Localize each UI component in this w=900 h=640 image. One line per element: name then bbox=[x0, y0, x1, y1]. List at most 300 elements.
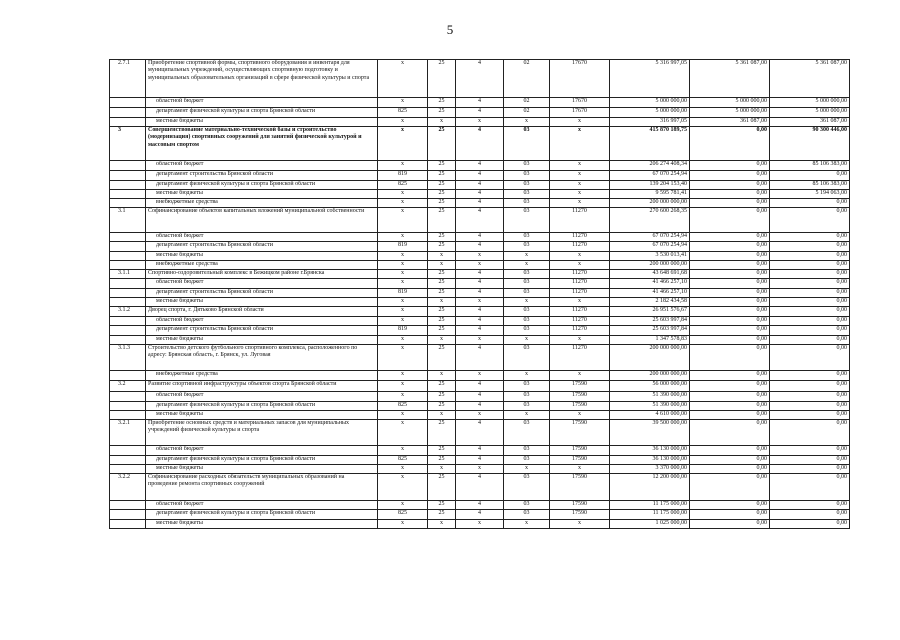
direction-code-cell: x bbox=[550, 252, 610, 261]
subprogram-code-cell: 4 bbox=[456, 402, 504, 411]
amount-year3-cell: 0,00 bbox=[770, 289, 850, 298]
subprogram-code-cell: 4 bbox=[456, 279, 504, 289]
event-code-cell: 03 bbox=[504, 289, 550, 298]
amount-year2-cell: 0,00 bbox=[690, 446, 770, 456]
program-code-cell: 25 bbox=[428, 233, 456, 242]
subprogram-code-cell: x bbox=[456, 336, 504, 345]
amount-year3-cell: 90 300 446,00 bbox=[770, 127, 850, 161]
amount-year1-cell: 12 200 000,00 bbox=[610, 474, 690, 501]
row-name-cell: департамент строительства Брянской области bbox=[146, 171, 378, 181]
table-row bbox=[110, 118, 850, 127]
program-code-cell: x bbox=[428, 465, 456, 474]
subprogram-code-cell: x bbox=[456, 118, 504, 127]
row-number-cell: 3.1.1 bbox=[110, 270, 146, 279]
event-code-cell: 03 bbox=[504, 270, 550, 279]
direction-code-cell: 11270 bbox=[550, 233, 610, 242]
program-code-cell: 25 bbox=[428, 279, 456, 289]
row-number-cell bbox=[110, 161, 146, 171]
row-name-cell: Приобретение спортивной формы, спортивного оборудования и инвентаря для муниципальных учреждений, осуществляющих спортивную подготовку и муниципальных образовательных организаций в сфере физической культуры и спорта bbox=[146, 60, 378, 98]
amount-year3-cell: 0,00 bbox=[770, 456, 850, 465]
row-name-cell: областной бюджет bbox=[146, 446, 378, 456]
direction-code-cell: 17590 bbox=[550, 402, 610, 411]
program-code-cell: 25 bbox=[428, 307, 456, 317]
program-code-cell: x bbox=[428, 118, 456, 127]
event-code-cell: 03 bbox=[504, 317, 550, 326]
row-name-cell: Софинансирование расходных обязательств муниципальных образований на проведение ремонта спортивных сооружений bbox=[146, 474, 378, 501]
amount-year1-cell: 415 870 189,75 bbox=[610, 127, 690, 161]
admin-code-cell: x bbox=[378, 307, 428, 317]
direction-code-cell: 17590 bbox=[550, 456, 610, 465]
amount-year1-cell: 39 500 000,00 bbox=[610, 420, 690, 446]
subprogram-code-cell: x bbox=[456, 252, 504, 261]
row-number-cell: 3 bbox=[110, 127, 146, 161]
row-name-cell: внебюджетные средства bbox=[146, 199, 378, 208]
table-row bbox=[110, 181, 850, 190]
row-number-cell: 3.2.2 bbox=[110, 474, 146, 501]
row-name-cell: областной бюджет bbox=[146, 161, 378, 171]
row-number-cell bbox=[110, 411, 146, 420]
row-number-cell bbox=[110, 446, 146, 456]
program-code-cell: x bbox=[428, 252, 456, 261]
amount-year2-cell: 0,00 bbox=[690, 510, 770, 520]
row-number-cell bbox=[110, 510, 146, 520]
direction-code-cell: 11270 bbox=[550, 307, 610, 317]
direction-code-cell: x bbox=[550, 199, 610, 208]
row-name-cell: областной бюджет bbox=[146, 392, 378, 402]
amount-year1-cell: 200 000 000,00 bbox=[610, 261, 690, 270]
event-code-cell: 03 bbox=[504, 381, 550, 392]
row-name-cell: местные бюджеты bbox=[146, 336, 378, 345]
program-code-cell: 25 bbox=[428, 456, 456, 465]
amount-year1-cell: 51 390 000,00 bbox=[610, 392, 690, 402]
amount-year1-cell: 139 204 153,40 bbox=[610, 181, 690, 190]
admin-code-cell: x bbox=[378, 501, 428, 510]
program-code-cell: 25 bbox=[428, 420, 456, 446]
amount-year2-cell: 0,00 bbox=[690, 371, 770, 381]
row-number-cell bbox=[110, 242, 146, 252]
amount-year3-cell: 0,00 bbox=[770, 371, 850, 381]
amount-year3-cell: 0,00 bbox=[770, 446, 850, 456]
direction-code-cell: 17670 bbox=[550, 60, 610, 98]
event-code-cell: 03 bbox=[504, 181, 550, 190]
admin-code-cell: x bbox=[378, 345, 428, 371]
amount-year2-cell: 0,00 bbox=[690, 190, 770, 199]
amount-year3-cell: 0,00 bbox=[770, 501, 850, 510]
subprogram-code-cell: x bbox=[456, 261, 504, 270]
amount-year2-cell: 0,00 bbox=[690, 298, 770, 307]
event-code-cell: 02 bbox=[504, 108, 550, 118]
program-code-cell: 25 bbox=[428, 171, 456, 181]
table-row bbox=[110, 420, 850, 446]
amount-year2-cell: 5 000 000,00 bbox=[690, 98, 770, 108]
admin-code-cell: x bbox=[378, 233, 428, 242]
admin-code-cell: x bbox=[378, 392, 428, 402]
table-row bbox=[110, 326, 850, 336]
amount-year1-cell: 25 603 997,84 bbox=[610, 326, 690, 336]
event-code-cell: x bbox=[504, 336, 550, 345]
amount-year1-cell: 4 610 000,00 bbox=[610, 411, 690, 420]
direction-code-cell: x bbox=[550, 161, 610, 171]
amount-year2-cell: 0,00 bbox=[690, 345, 770, 371]
program-code-cell: x bbox=[428, 336, 456, 345]
table-row bbox=[110, 307, 850, 317]
program-code-cell: 25 bbox=[428, 127, 456, 161]
amount-year2-cell: 0,00 bbox=[690, 402, 770, 411]
row-name-cell: департамент строительства Брянской области bbox=[146, 326, 378, 336]
direction-code-cell: 11270 bbox=[550, 289, 610, 298]
subprogram-code-cell: x bbox=[456, 298, 504, 307]
amount-year2-cell: 0,00 bbox=[690, 252, 770, 261]
admin-code-cell: 819 bbox=[378, 242, 428, 252]
amount-year2-cell: 0,00 bbox=[690, 411, 770, 420]
table-row bbox=[110, 392, 850, 402]
subprogram-code-cell: x bbox=[456, 465, 504, 474]
amount-year1-cell: 200 000 000,00 bbox=[610, 371, 690, 381]
row-name-cell: департамент физической культуры и спорта Брянской области bbox=[146, 510, 378, 520]
subprogram-code-cell: 4 bbox=[456, 420, 504, 446]
direction-code-cell: x bbox=[550, 190, 610, 199]
event-code-cell: 03 bbox=[504, 456, 550, 465]
program-code-cell: 25 bbox=[428, 402, 456, 411]
row-name-cell: местные бюджеты bbox=[146, 252, 378, 261]
amount-year1-cell: 270 600 268,35 bbox=[610, 208, 690, 233]
amount-year1-cell: 316 997,05 bbox=[610, 118, 690, 127]
subprogram-code-cell: 4 bbox=[456, 474, 504, 501]
subprogram-code-cell: 4 bbox=[456, 190, 504, 199]
amount-year1-cell: 67 070 254,94 bbox=[610, 171, 690, 181]
row-number-cell bbox=[110, 279, 146, 289]
subprogram-code-cell: 4 bbox=[456, 392, 504, 402]
amount-year2-cell: 0,00 bbox=[690, 181, 770, 190]
table-row bbox=[110, 208, 850, 233]
direction-code-cell: 17590 bbox=[550, 474, 610, 501]
event-code-cell: x bbox=[504, 261, 550, 270]
table-row bbox=[110, 465, 850, 474]
program-code-cell: 25 bbox=[428, 242, 456, 252]
program-code-cell: 25 bbox=[428, 381, 456, 392]
row-name-cell: департамент физической культуры и спорта Брянской области bbox=[146, 181, 378, 190]
program-code-cell: 25 bbox=[428, 289, 456, 298]
amount-year1-cell: 200 000 000,00 bbox=[610, 199, 690, 208]
amount-year1-cell: 41 466 257,10 bbox=[610, 289, 690, 298]
table-row bbox=[110, 520, 850, 529]
amount-year3-cell: 0,00 bbox=[770, 510, 850, 520]
amount-year3-cell: 0,00 bbox=[770, 233, 850, 242]
amount-year1-cell: 11 175 000,00 bbox=[610, 501, 690, 510]
admin-code-cell: x bbox=[378, 279, 428, 289]
row-number-cell bbox=[110, 336, 146, 345]
amount-year1-cell: 41 466 257,10 bbox=[610, 279, 690, 289]
row-name-cell: местные бюджеты bbox=[146, 411, 378, 420]
amount-year1-cell: 36 130 000,00 bbox=[610, 456, 690, 465]
amount-year2-cell: 5 000 000,00 bbox=[690, 108, 770, 118]
program-code-cell: 25 bbox=[428, 326, 456, 336]
table-row bbox=[110, 501, 850, 510]
direction-code-cell: 11270 bbox=[550, 270, 610, 279]
event-code-cell: x bbox=[504, 411, 550, 420]
event-code-cell: 03 bbox=[504, 208, 550, 233]
event-code-cell: 03 bbox=[504, 392, 550, 402]
program-code-cell: 25 bbox=[428, 190, 456, 199]
amount-year2-cell: 0,00 bbox=[690, 317, 770, 326]
amount-year1-cell: 43 648 691,68 bbox=[610, 270, 690, 279]
event-code-cell: 03 bbox=[504, 190, 550, 199]
row-name-cell: областной бюджет bbox=[146, 501, 378, 510]
subprogram-code-cell: 4 bbox=[456, 127, 504, 161]
row-number-cell bbox=[110, 190, 146, 199]
amount-year1-cell: 51 390 000,00 bbox=[610, 402, 690, 411]
row-name-cell: департамент физической культуры и спорта Брянской области bbox=[146, 108, 378, 118]
amount-year3-cell: 0,00 bbox=[770, 199, 850, 208]
row-number-cell: 3.2 bbox=[110, 381, 146, 392]
direction-code-cell: x bbox=[550, 181, 610, 190]
program-code-cell: x bbox=[428, 298, 456, 307]
event-code-cell: 03 bbox=[504, 474, 550, 501]
amount-year2-cell: 0,00 bbox=[690, 456, 770, 465]
subprogram-code-cell: 4 bbox=[456, 181, 504, 190]
amount-year3-cell: 0,00 bbox=[770, 411, 850, 420]
event-code-cell: 03 bbox=[504, 199, 550, 208]
event-code-cell: 03 bbox=[504, 233, 550, 242]
amount-year2-cell: 0,00 bbox=[690, 465, 770, 474]
table-row bbox=[110, 98, 850, 108]
amount-year3-cell: 0,00 bbox=[770, 465, 850, 474]
event-code-cell: 03 bbox=[504, 501, 550, 510]
row-number-cell bbox=[110, 118, 146, 127]
row-number-cell: 2.7.1 bbox=[110, 60, 146, 98]
row-number-cell bbox=[110, 252, 146, 261]
subprogram-code-cell: 4 bbox=[456, 317, 504, 326]
row-name-cell: местные бюджеты bbox=[146, 298, 378, 307]
amount-year3-cell: 5 000 000,00 bbox=[770, 108, 850, 118]
event-code-cell: 03 bbox=[504, 171, 550, 181]
direction-code-cell: 17670 bbox=[550, 98, 610, 108]
row-name-cell: Строительство детского футбольного спортивного комплекса, расположенного по адресу: Брянская область, г. Брянск, ул. Луговая bbox=[146, 345, 378, 371]
subprogram-code-cell: 4 bbox=[456, 326, 504, 336]
subprogram-code-cell: 4 bbox=[456, 98, 504, 108]
direction-code-cell: x bbox=[550, 118, 610, 127]
row-number-cell bbox=[110, 402, 146, 411]
table-row bbox=[110, 446, 850, 456]
event-code-cell: x bbox=[504, 465, 550, 474]
subprogram-code-cell: 4 bbox=[456, 60, 504, 98]
admin-code-cell: x bbox=[378, 199, 428, 208]
amount-year2-cell: 0,00 bbox=[690, 242, 770, 252]
event-code-cell: 03 bbox=[504, 420, 550, 446]
row-number-cell bbox=[110, 108, 146, 118]
row-name-cell: Спортивно-оздоровительный комплекс в Бежицком районе г.Брянска bbox=[146, 270, 378, 279]
event-code-cell: 03 bbox=[504, 402, 550, 411]
table-row bbox=[110, 474, 850, 501]
event-code-cell: 02 bbox=[504, 60, 550, 98]
event-code-cell: 03 bbox=[504, 326, 550, 336]
amount-year1-cell: 9 595 781,41 bbox=[610, 190, 690, 199]
amount-year1-cell: 67 070 254,94 bbox=[610, 233, 690, 242]
event-code-cell: 03 bbox=[504, 446, 550, 456]
amount-year3-cell: 0,00 bbox=[770, 520, 850, 529]
admin-code-cell: x bbox=[378, 411, 428, 420]
amount-year1-cell: 1 347 578,83 bbox=[610, 336, 690, 345]
amount-year3-cell: 0,00 bbox=[770, 208, 850, 233]
direction-code-cell: x bbox=[550, 261, 610, 270]
row-name-cell: департамент физической культуры и спорта Брянской области bbox=[146, 456, 378, 465]
row-name-cell: Развитие спортивной инфраструктуры объектов спорта Брянской области bbox=[146, 381, 378, 392]
amount-year2-cell: 0,00 bbox=[690, 307, 770, 317]
row-number-cell bbox=[110, 456, 146, 465]
subprogram-code-cell: 4 bbox=[456, 171, 504, 181]
amount-year1-cell: 200 000 000,00 bbox=[610, 345, 690, 371]
row-number-cell bbox=[110, 392, 146, 402]
amount-year3-cell: 0,00 bbox=[770, 474, 850, 501]
row-number-cell: 3.1 bbox=[110, 208, 146, 233]
table-row bbox=[110, 402, 850, 411]
amount-year2-cell: 0,00 bbox=[690, 261, 770, 270]
amount-year2-cell: 0,00 bbox=[690, 392, 770, 402]
amount-year2-cell: 0,00 bbox=[690, 208, 770, 233]
program-code-cell: 25 bbox=[428, 345, 456, 371]
subprogram-code-cell: 4 bbox=[456, 381, 504, 392]
subprogram-code-cell: 4 bbox=[456, 307, 504, 317]
amount-year3-cell: 0,00 bbox=[770, 392, 850, 402]
amount-year2-cell: 5 361 087,00 bbox=[690, 60, 770, 98]
row-number-cell bbox=[110, 317, 146, 326]
direction-code-cell: 17590 bbox=[550, 510, 610, 520]
direction-code-cell: x bbox=[550, 411, 610, 420]
table-row bbox=[110, 161, 850, 171]
amount-year2-cell: 0,00 bbox=[690, 279, 770, 289]
row-number-cell bbox=[110, 233, 146, 242]
program-code-cell: 25 bbox=[428, 199, 456, 208]
program-code-cell: 25 bbox=[428, 501, 456, 510]
admin-code-cell: x bbox=[378, 190, 428, 199]
admin-code-cell: x bbox=[378, 336, 428, 345]
row-name-cell: Приобретение основных средств и материальных запасов для муниципальных учреждений физической культуры и спорта bbox=[146, 420, 378, 446]
row-number-cell: 3.2.1 bbox=[110, 420, 146, 446]
amount-year1-cell: 5 000 000,00 bbox=[610, 108, 690, 118]
direction-code-cell: 11270 bbox=[550, 242, 610, 252]
row-name-cell: Дворец спорта, г. Дятьково Брянской области bbox=[146, 307, 378, 317]
direction-code-cell: x bbox=[550, 298, 610, 307]
amount-year2-cell: 0,00 bbox=[690, 233, 770, 242]
amount-year1-cell: 3 370 000,00 bbox=[610, 465, 690, 474]
subprogram-code-cell: 4 bbox=[456, 242, 504, 252]
amount-year1-cell: 25 603 997,84 bbox=[610, 317, 690, 326]
subprogram-code-cell: 4 bbox=[456, 289, 504, 298]
direction-code-cell: x bbox=[550, 127, 610, 161]
admin-code-cell: x bbox=[378, 317, 428, 326]
row-name-cell: областной бюджет bbox=[146, 98, 378, 108]
subprogram-code-cell: 4 bbox=[456, 345, 504, 371]
amount-year3-cell: 0,00 bbox=[770, 298, 850, 307]
amount-year2-cell: 0,00 bbox=[690, 171, 770, 181]
row-name-cell: местные бюджеты bbox=[146, 465, 378, 474]
subprogram-code-cell: x bbox=[456, 411, 504, 420]
table-row bbox=[110, 411, 850, 420]
admin-code-cell: 819 bbox=[378, 171, 428, 181]
budget-table bbox=[109, 59, 850, 529]
amount-year2-cell: 0,00 bbox=[690, 474, 770, 501]
subprogram-code-cell: 4 bbox=[456, 501, 504, 510]
amount-year3-cell: 0,00 bbox=[770, 420, 850, 446]
admin-code-cell: x bbox=[378, 127, 428, 161]
table-row bbox=[110, 242, 850, 252]
row-name-cell: местные бюджеты bbox=[146, 520, 378, 529]
row-number-cell bbox=[110, 261, 146, 270]
amount-year3-cell: 0,00 bbox=[770, 402, 850, 411]
direction-code-cell: 11270 bbox=[550, 326, 610, 336]
row-name-cell: местные бюджеты bbox=[146, 190, 378, 199]
amount-year3-cell: 0,00 bbox=[770, 307, 850, 317]
admin-code-cell: x bbox=[378, 261, 428, 270]
direction-code-cell: 11270 bbox=[550, 345, 610, 371]
row-name-cell: департамент строительства Брянской области bbox=[146, 289, 378, 298]
admin-code-cell: x bbox=[378, 252, 428, 261]
row-number-cell bbox=[110, 371, 146, 381]
event-code-cell: 03 bbox=[504, 279, 550, 289]
subprogram-code-cell: 4 bbox=[456, 199, 504, 208]
amount-year3-cell: 5 361 087,00 bbox=[770, 60, 850, 98]
row-name-cell: внебюджетные средства bbox=[146, 261, 378, 270]
event-code-cell: x bbox=[504, 298, 550, 307]
program-code-cell: 25 bbox=[428, 510, 456, 520]
direction-code-cell: 17670 bbox=[550, 108, 610, 118]
direction-code-cell: x bbox=[550, 520, 610, 529]
table-row bbox=[110, 289, 850, 298]
admin-code-cell: x bbox=[378, 208, 428, 233]
table-row bbox=[110, 127, 850, 161]
direction-code-cell: x bbox=[550, 171, 610, 181]
direction-code-cell: 11270 bbox=[550, 208, 610, 233]
amount-year2-cell: 0,00 bbox=[690, 161, 770, 171]
table-row bbox=[110, 345, 850, 371]
amount-year1-cell: 26 951 576,67 bbox=[610, 307, 690, 317]
program-code-cell: 25 bbox=[428, 317, 456, 326]
row-number-cell bbox=[110, 181, 146, 190]
amount-year3-cell: 361 087,00 bbox=[770, 118, 850, 127]
admin-code-cell: x bbox=[378, 118, 428, 127]
subprogram-code-cell: 4 bbox=[456, 108, 504, 118]
program-code-cell: 25 bbox=[428, 392, 456, 402]
admin-code-cell: x bbox=[378, 161, 428, 171]
amount-year3-cell: 0,00 bbox=[770, 261, 850, 270]
admin-code-cell: x bbox=[378, 446, 428, 456]
row-name-cell: областной бюджет bbox=[146, 279, 378, 289]
direction-code-cell: x bbox=[550, 465, 610, 474]
row-name-cell: областной бюджет bbox=[146, 233, 378, 242]
amount-year3-cell: 0,00 bbox=[770, 270, 850, 279]
event-code-cell: 03 bbox=[504, 307, 550, 317]
program-code-cell: 25 bbox=[428, 161, 456, 171]
row-number-cell: 3.1.2 bbox=[110, 307, 146, 317]
admin-code-cell: x bbox=[378, 520, 428, 529]
program-code-cell: x bbox=[428, 261, 456, 270]
amount-year2-cell: 0,00 bbox=[690, 199, 770, 208]
subprogram-code-cell: x bbox=[456, 520, 504, 529]
subprogram-code-cell: 4 bbox=[456, 510, 504, 520]
amount-year2-cell: 0,00 bbox=[690, 420, 770, 446]
direction-code-cell: 17590 bbox=[550, 392, 610, 402]
admin-code-cell: x bbox=[378, 270, 428, 279]
table-row bbox=[110, 261, 850, 270]
event-code-cell: 03 bbox=[504, 127, 550, 161]
subprogram-code-cell: 4 bbox=[456, 208, 504, 233]
row-name-cell: местные бюджеты bbox=[146, 118, 378, 127]
direction-code-cell: 11270 bbox=[550, 279, 610, 289]
table-row bbox=[110, 336, 850, 345]
program-code-cell: 25 bbox=[428, 108, 456, 118]
row-name-cell: Софинансирование объектов капитальных вложений муниципальной собственности bbox=[146, 208, 378, 233]
admin-code-cell: x bbox=[378, 371, 428, 381]
